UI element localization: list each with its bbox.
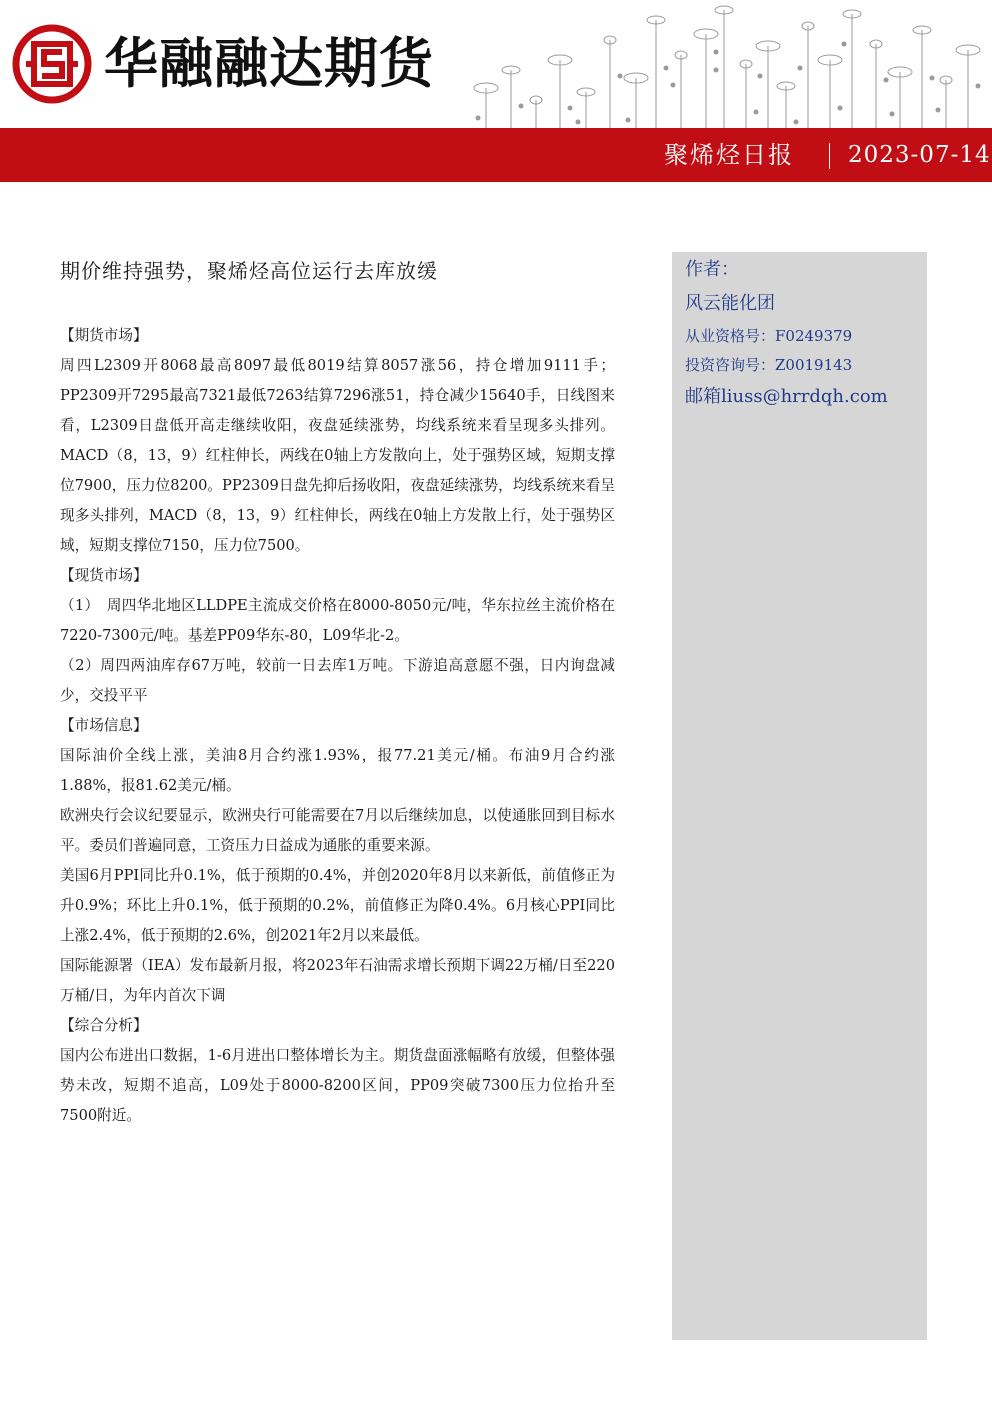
- author-sidebar: [672, 252, 927, 1340]
- section-heading: 【现货市场】: [60, 567, 148, 584]
- article-title: 期价维持强势，聚烯烃高位运行去库放缓: [60, 259, 438, 283]
- report-date: 2023-07-14: [848, 142, 991, 168]
- section-heading: 【综合分析】: [60, 1017, 148, 1034]
- section-heading: 【市场信息】: [60, 717, 148, 734]
- paragraph: （1） 周四华北地区LLDPE主流成交价格在8000-8050元/吨，华东拉丝主流价格在7220-7300元/吨。基差PP09华东-80，L09华北-2。: [60, 597, 615, 644]
- paragraph: 国际油价全线上涨，美油8月合约涨1.93%，报77.21美元/桶。布油9月合约涨1.88%，报81.62美元/桶。: [60, 747, 615, 794]
- section-heading: 【期货市场】: [60, 327, 148, 344]
- author-email[interactable]: 邮箱liuss@hrrdqh.com: [685, 386, 888, 407]
- report-type: 聚烯烃日报: [664, 141, 794, 169]
- article-body: [60, 321, 615, 1131]
- paragraph: 欧洲央行会议纪要显示，欧洲央行可能需要在7月以后继续加息，以使通胀回到目标水平。委员们普遍同意，工资压力日益成为通胀的重要来源。: [60, 807, 615, 854]
- author-label: 作者：: [685, 259, 739, 280]
- brand-name: 华融融达期货: [104, 32, 434, 95]
- band-divider: [829, 143, 830, 169]
- hrrd-logo-icon: [12, 24, 92, 104]
- paragraph: 周四L2309开8068最高8097最低8019结算8057涨56，持仓增加9111手；PP2309开7295最高7321最低7263结算7296涨51，持仓减少15640手，日线图来看，L2309日盘低开高走继续收阳，夜盘延续涨势，均线系统来看呈现多头排列。MACD（8，13，9）红柱伸长，两线在0轴上方发散向上，处于强势区域，短期支撑位7900，压力位8200。PP2309日盘先抑后扬收阳，夜盘延续涨势，均线系统来看呈现多头排列，MACD（8，13，9）红柱伸长，两线在0轴上方发散上行，处于强势区域，短期支撑位7150，压力位7500。: [60, 357, 615, 554]
- author-team: 风云能化团: [685, 293, 775, 314]
- header-decoration: [456, 0, 992, 130]
- header-band: [0, 128, 992, 182]
- advisory-number: 投资咨询号：Z0019143: [685, 356, 853, 374]
- paragraph: 美国6月PPI同比升0.1%，低于预期的0.4%，并创2020年8月以来新低，前值修正为升0.9%；环比上升0.1%，低于预期的0.2%，前值修正为降0.4%。6月核心PPI同比上涨2.4%，低于预期的2.6%，创2021年2月以来最低。: [60, 867, 615, 944]
- cert-number: 从业资格号：F0249379: [685, 327, 853, 345]
- paragraph: 国际能源署（IEA）发布最新月报，将2023年石油需求增长预期下调22万桶/日至220万桶/日，为年内首次下调: [60, 957, 615, 1004]
- paragraph: （2）周四两油库存67万吨，较前一日去库1万吨。下游追高意愿不强，日内询盘减少，交投平平: [60, 657, 615, 704]
- paragraph: 国内公布进出口数据，1-6月进出口整体增长为主。期货盘面涨幅略有放缓，但整体强势未改，短期不追高，L09处于8000-8200区间，PP09突破7300压力位抬升至7500附近。: [60, 1047, 615, 1124]
